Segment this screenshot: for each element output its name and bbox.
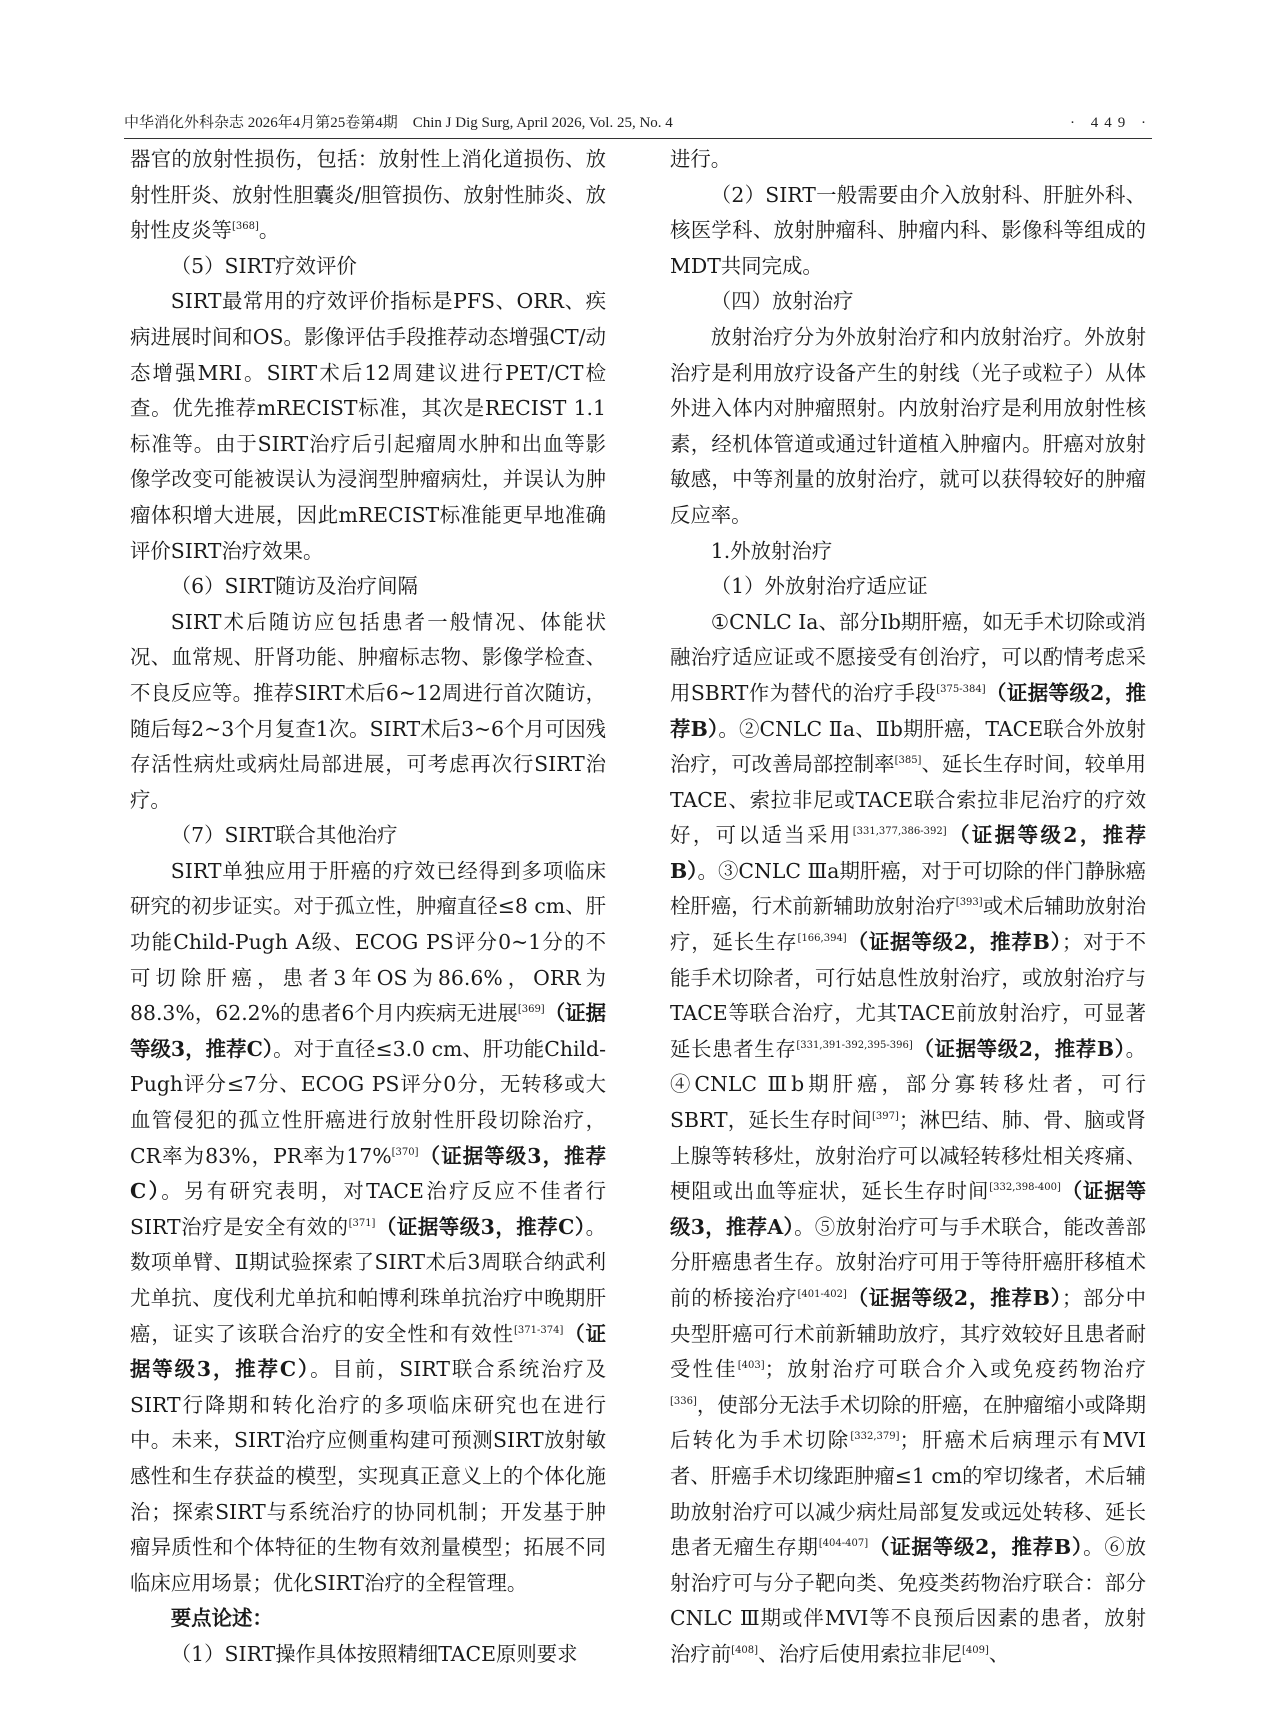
paragraph <box>130 284 606 569</box>
text-run: ；淋巴结、肺、骨、脑或肾上腺等转移灶，放射治疗可以减轻转移灶相关疼痛、梗阻或出血等症状，延长生存时间 <box>670 1108 1147 1204</box>
text-run: 。 <box>258 218 280 243</box>
citation-ref: [401-402] <box>797 1289 847 1300</box>
evidence-level: （证据等级2，推荐B） <box>846 930 1062 955</box>
text-run: SIRT最常用的疗效评价指标是PFS、ORR、疾病进展时间和OS。影像评估手段推荐动态增强CT/动态增强MRI。SIRT术后12周建议进行PET/CT检查。优先推荐mRECIST标准，其次是RECIST 1.1标准等。由于SIRT治疗后引起瘤周水肿和出血等影像学改变可能被误认为浸润型肿瘤病灶，并误认为肿瘤体积增大进展，因此mRECIST标准能更早地准确评价SIRT治疗效果。 <box>130 289 606 563</box>
subsection-heading: （1）外放射治疗适应证 <box>710 574 928 599</box>
paragraph <box>670 605 1146 1673</box>
evidence-level: （证据等级2，推荐B） <box>670 823 1146 883</box>
text-run: SIRT单独应用于肝癌的疗效已经得到多项临床研究的初步证实。对于孤立性，肿瘤直径≤8 cm、肝功能Child-Pugh A级、ECOG PS评分0~1分的不可切除肝癌，患者3年OS为86.6%，ORR为88.3%，62.2%的患者6个月内疾病无进展 <box>130 858 606 1026</box>
key-points-title: 要点论述： <box>170 1606 273 1631</box>
subsection-heading: 1.外放射治疗 <box>710 538 833 563</box>
citation-ref: [332,398-400] <box>989 1182 1061 1194</box>
text-run: ；对于不能手术切除者，可行姑息性放射治疗，或放射治疗与TACE等联合治疗，尤其TACE前放射治疗，可显著延长患者生存 <box>670 930 1147 1061</box>
citation-ref: [393] <box>955 897 983 909</box>
text-run: 或术后辅助放射治疗，延长生存 <box>670 894 1146 955</box>
citation-ref: [331,377,386-392] <box>852 826 947 838</box>
text-run: 。⑥放射治疗可与分子靶向类、免疫类药物治疗联合：部分CNLC Ⅲ期或伴MVI等不良预后因素的患者，放射治疗前 <box>670 1535 1146 1666</box>
evidence-level: （证据等级3，推荐C） <box>130 1143 607 1204</box>
citation-ref: [409] <box>961 1644 989 1656</box>
page-number: · 449 · <box>1070 115 1152 131</box>
text-run: 、治疗后使用索拉非尼 <box>758 1641 962 1666</box>
key-point-1: （1）SIRT操作具体按照精细TACE原则要求 <box>170 1641 578 1666</box>
text-run: 。③CNLC Ⅲa期肝癌，对于可切除的伴门静脉癌栓肝癌，行术前新辅助放射治疗 <box>670 858 1146 919</box>
evidence-level: （证据等级3，推荐C） <box>375 1214 586 1239</box>
text-run: 。数项单臂、Ⅱ期试验探索了SIRT术后3周联合纳武利尤单抗、度伐利尤单抗和帕博利珠单抗治疗中晚期肝癌，证实了该联合治疗的安全性和有效性 <box>130 1214 606 1346</box>
evidence-level: （证据等级3，推荐C） <box>130 1321 607 1382</box>
citation-ref: [375-384] <box>936 683 986 695</box>
citation-ref: [404-407] <box>818 1538 869 1550</box>
text-run: 、延长生存时间，较单用TACE、索拉非尼或TACE联合索拉非尼治疗的疗效好，可以适当采用 <box>670 752 1147 848</box>
citation-ref: [397] <box>872 1111 899 1123</box>
paragraph <box>130 142 606 249</box>
citation-ref: [336] <box>670 1395 697 1407</box>
citation-ref: [368] <box>231 221 259 233</box>
key-point-1-continued: 进行。 <box>670 147 732 171</box>
running-header <box>124 96 1152 139</box>
text-run: 。⑤放射治疗可与手术联合，能改善部分肝癌患者生存。放射治疗可用于等待肝癌肝移植术前的桥接治疗 <box>670 1214 1146 1310</box>
text-run: ，使部分无法手术切除的肝癌，在肿瘤缩小或降期后转化为手术切除 <box>670 1392 1146 1453</box>
citation-ref: [371] <box>348 1217 376 1229</box>
citation-ref: [385] <box>894 755 922 767</box>
evidence-level: （证据等级3，推荐A） <box>670 1179 1147 1239</box>
paragraph <box>130 605 606 819</box>
citation-ref: [332,379] <box>850 1431 900 1443</box>
text-run: 。对于直径≤3.0 cm、肝功能Child-Pugh评分≤7分、ECOG PS评分0分，无转移或大血管侵犯的孤立性肝癌进行放射性肝段切除治疗，CR率为83%，PR率为17% <box>130 1036 606 1168</box>
citation-ref: [403] <box>737 1360 765 1372</box>
text-run: 。另有研究表明，对TACE治疗反应不佳者行SIRT治疗是安全有效的 <box>130 1179 606 1239</box>
text-run: ①CNLC Ⅰa、部分Ⅰb期肝癌，如无手术切除或消融治疗适应证或不愿接受有创治疗，可以酌情考虑采用SBRT作为替代的治疗手段 <box>670 609 1146 705</box>
text-run: SIRT术后随访应包括患者一般情况、体能状况、血常规、肝肾功能、肿瘤标志物、影像学检查、不良反应等。推荐SIRT术后6~12周进行首次随访，随后每2~3个月复查1次。SIRT术后3~6个月可因残存活性病灶或病灶局部进展，可考虑再次行SIRT治疗。 <box>130 609 606 812</box>
text-run: 。④CNLC Ⅲb期肝癌，部分寡转移灶者，可行SBRT，延长生存时间 <box>670 1036 1146 1133</box>
left-column <box>130 142 606 1673</box>
right-column <box>670 142 1146 1673</box>
journal-citation: 中华消化外科杂志 2026年4月第25卷第4期 Chin J Dig Surg, April 2026, Vol. 25, No. 4 <box>124 115 673 131</box>
citation-ref: [331,391-392,395-396] <box>796 1039 913 1051</box>
subsection-heading: （5）SIRT疗效评价 <box>170 253 357 278</box>
subsection-heading: （6）SIRT随访及治疗间隔 <box>170 574 418 599</box>
citation-ref: [166,394] <box>797 933 847 945</box>
subsection-heading: （7）SIRT联合其他治疗 <box>170 823 398 848</box>
text-run: 器官的放射性损伤，包括：放射性上消化道损伤、放射性肝炎、放射性胆囊炎/胆管损伤、放射性肺炎、放射性皮炎等 <box>130 147 606 243</box>
evidence-level: （证据等级2，推荐B） <box>912 1036 1126 1061</box>
text-run: ；肝癌术后病理示有MVI者、肝癌手术切缘距肿瘤≤1 cm的窄切缘者，术后辅助放射治疗可以减少病灶局部复发或远处转移、延长患者无瘤生存期 <box>670 1428 1146 1560</box>
evidence-level: （证据等级3，推荐C） <box>130 1001 606 1061</box>
paragraph <box>130 854 606 1601</box>
text-run: 。②CNLC Ⅱa、Ⅱb期肝癌，TACE联合外放射治疗，可改善局部控制率 <box>670 716 1146 777</box>
evidence-level: （证据等级2，推荐B） <box>846 1286 1062 1310</box>
citation-ref: [369] <box>517 1004 545 1016</box>
evidence-level: （证据等级2，推荐B） <box>868 1535 1084 1560</box>
citation-ref: [371-374] <box>513 1324 564 1336</box>
text-run: 、 <box>988 1641 1010 1666</box>
text-run: ；部分中央型肝癌可行术前新辅助放疗，其疗效较好且患者耐受性佳 <box>670 1286 1146 1382</box>
evidence-level: （证据等级2，推荐B） <box>670 680 1147 741</box>
citation-ref: [370] <box>391 1146 419 1158</box>
key-point-2: （2）SIRT一般需要由介入放射科、肝脏外科、核医学科、放射肿瘤科、肿瘤内科、影像科等组成的MDT共同完成。 <box>670 182 1146 278</box>
text-run: 。目前，SIRT联合系统治疗及SIRT行降期和转化治疗的多项临床研究也在进行中。未来，SIRT治疗应侧重构建可预测SIRT放射敏感性和生存获益的模型，实现真正意义上的个体化施治；探索SIRT与系统治疗的协同机制；开发基于肿瘤异质性和个体特征的生物有效剂量模型；拓展不同临床应用场景；优化SIRT治疗的全程管理。 <box>130 1357 606 1595</box>
section-heading: （四）放射治疗 <box>710 289 854 314</box>
text-run: ；放射治疗可联合介入或免疫药物治疗 <box>764 1357 1147 1382</box>
paragraph: 放射治疗分为外放射治疗和内放射治疗。外放射治疗是利用放疗设备产生的射线（光子或粒子）从体外进入体内对肿瘤照射。内放射治疗是利用放射性核素，经机体管道或通过针道植入肿瘤内。肝癌对放射敏感，中等剂量的放射治疗，就可以获得较好的肿瘤反应率。 <box>670 324 1146 527</box>
citation-ref: [408] <box>731 1644 759 1656</box>
